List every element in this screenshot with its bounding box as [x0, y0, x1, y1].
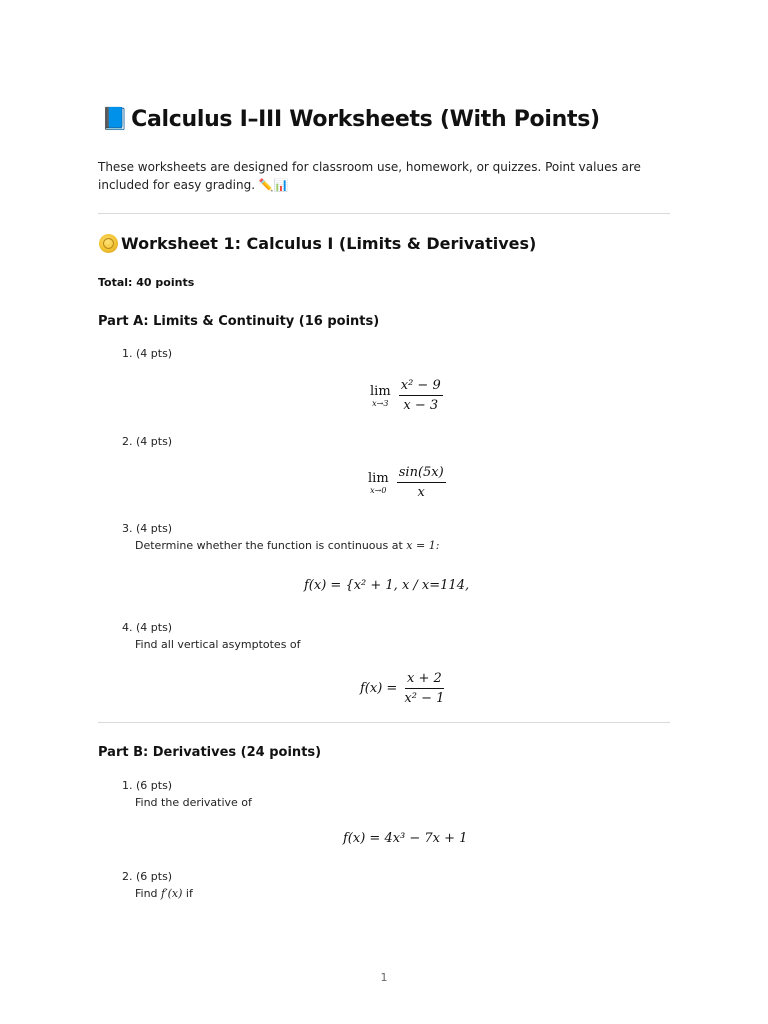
part-b-title: Part B: Derivatives (24 points): [98, 745, 322, 760]
page-number: 1: [380, 971, 388, 984]
worksheet-title: [99, 234, 536, 253]
page-title-text: Calculus I–III Worksheets (With Points): [131, 107, 600, 132]
denominator: x² − 1: [404, 691, 445, 706]
polynomial-formula: f(x) = 4x³ − 7x + 1: [343, 831, 468, 846]
numerator: x + 2: [405, 671, 444, 689]
function-lhs: f(x) =: [360, 681, 398, 696]
question-text: [135, 539, 439, 552]
total-points: Total: 40 points: [98, 276, 195, 289]
lim-subscript: x→0: [370, 485, 387, 495]
question-label: 1. (4 pts): [122, 347, 173, 360]
denominator: x − 3: [403, 398, 439, 413]
question-text: [135, 887, 193, 900]
divider: [98, 213, 670, 214]
denominator: x: [417, 485, 425, 500]
page-title: [101, 107, 600, 132]
limit-formula-2: [368, 465, 446, 500]
part-a-title: Part A: Limits & Continuity (16 points): [98, 314, 380, 329]
worksheet-title-text: Worksheet 1: Calculus I (Limits & Derivatives): [121, 234, 537, 253]
piecewise-formula: f(x) = {x² + 1, x / x=114,: [304, 578, 470, 593]
lim-word: lim: [368, 470, 389, 486]
limit-formula-1: [370, 378, 443, 413]
lim-word: lim: [370, 383, 391, 399]
question-label: 1. (6 pts): [122, 779, 173, 792]
divider: [98, 722, 670, 723]
inline-math: f′(x): [161, 887, 183, 900]
question-label: 3. (4 pts): [122, 522, 173, 535]
lim-subscript: x→3: [372, 398, 389, 408]
intro-paragraph: These worksheets are designed for classroom use, homework, or quizzes. Point values are included for easy grading. ✏️📊: [98, 160, 641, 192]
question-text-post: if: [185, 887, 193, 900]
coin-icon: [99, 234, 118, 253]
question-text: Find the derivative of: [135, 796, 252, 809]
question-label: 4. (4 pts): [122, 621, 173, 634]
question-text-pre: Find: [135, 887, 158, 900]
question-text: Find all vertical asymptotes of: [135, 638, 301, 651]
question-label: 2. (6 pts): [122, 870, 173, 883]
question-label: 2. (4 pts): [122, 435, 173, 448]
asymptote-formula: [360, 671, 446, 706]
question-text-body: Determine whether the function is continuous at: [135, 539, 403, 552]
numerator: sin(5x): [397, 465, 446, 483]
inline-math: x = 1:: [406, 539, 440, 552]
book-icon: 📘: [101, 107, 129, 132]
numerator: x² − 9: [399, 378, 443, 396]
